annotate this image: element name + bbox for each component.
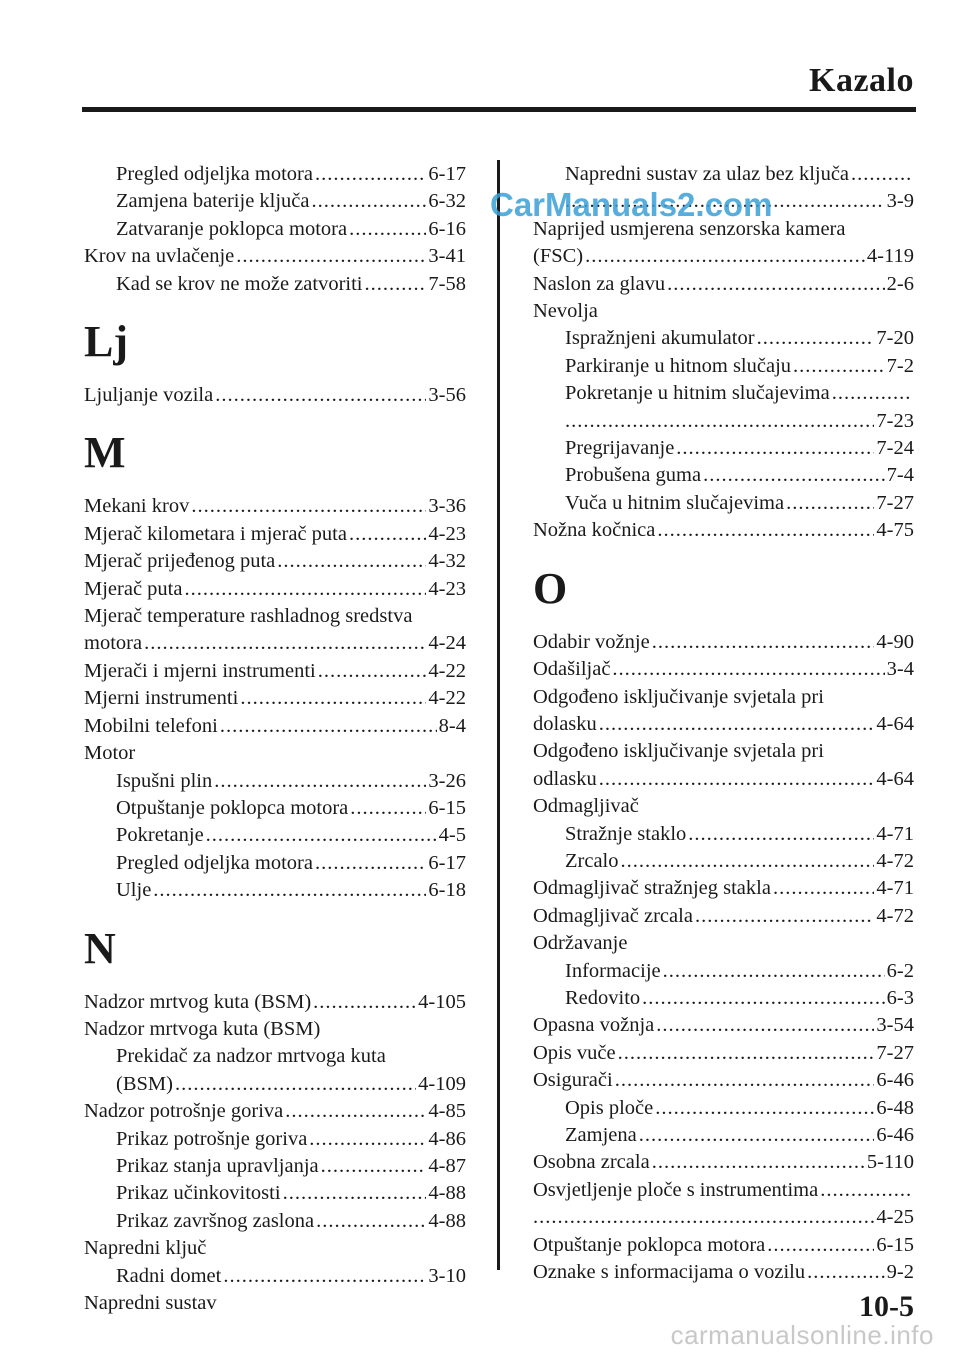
index-entry [533,1177,914,1204]
index-subentry [84,1071,466,1098]
index-entry [533,656,914,683]
entry-page-ref: 4-24 [428,632,466,655]
entry-page-ref: 4-72 [876,849,914,872]
index-entry [84,493,466,520]
entry-label: Nadzor potrošnje goriva [84,1100,284,1123]
column-divider [497,160,500,1270]
index-entry [533,875,914,902]
entry-label: Mjerači i mjerni instrumenti [84,659,316,682]
index-subentry [84,1263,466,1290]
entry-label: Odabir vožnje [533,630,650,653]
dot-leader [315,161,426,188]
dot-leader [793,353,885,380]
entry-page-ref: 4-25 [876,1206,914,1229]
entry-label: Stražnje staklo [565,822,687,845]
dot-leader [832,380,912,407]
index-column-left [84,161,466,1317]
dot-leader [757,325,875,352]
dot-leader [309,1126,426,1153]
entry-label: Krov na uvlačenje [84,245,235,268]
entry-page-ref: 4-22 [428,687,466,710]
entry-page-ref: 6-2 [886,959,914,982]
entry-label: Ispušni plin [116,769,213,792]
entry-page-ref: 4-88 [428,1182,466,1205]
entry-label: Prikaz stanja upravljanja [116,1154,319,1177]
entry-page-ref: 4-87 [428,1154,466,1177]
dot-leader [655,1095,874,1122]
entry-page-ref: 4-71 [876,877,914,900]
entry-label: Vuča u hitnim slučajevima [565,491,785,514]
index-entry [84,658,466,685]
entry-page-ref: 6-16 [428,217,466,240]
index-entry [533,517,914,544]
entry-label: dolasku [533,712,597,735]
entry-label: Odmagljivač zrcala [533,904,693,927]
dot-leader [773,875,874,902]
index-entry [84,382,466,409]
dot-leader [215,382,426,409]
index-entry [533,298,914,325]
index-entry [84,685,466,712]
dot-leader [667,271,885,298]
header-rule [82,107,916,112]
dot-leader [321,1153,427,1180]
dot-leader [153,877,426,904]
dot-leader [820,1177,912,1204]
dot-leader [786,490,874,517]
dot-leader [663,958,885,985]
entry-label: Prikaz potrošnje goriva [116,1127,308,1150]
entry-label: Mjerač temperature rashladnog sredstva [84,605,413,628]
index-entry [533,1040,914,1067]
dot-leader [851,161,912,188]
index-entry [84,1098,466,1125]
dot-leader [206,822,437,849]
index-entry [533,1259,914,1286]
site-watermark: carmanualsonline.info [670,1320,934,1350]
index-entry [533,930,914,957]
dot-leader [657,517,874,544]
dot-leader [695,903,874,930]
entry-page-ref: 3-10 [428,1264,466,1287]
index-entry [84,630,466,657]
index-entry [533,684,914,711]
entry-label: Napredni ključ [84,1237,207,1260]
entry-page-ref: 4-86 [428,1127,466,1150]
entry-page-ref: 6-15 [428,796,466,819]
entry-label: Oznake s informacijama o vozilu [533,1261,806,1284]
entry-page-ref: 8-4 [438,714,466,737]
entry-page-ref: 3-41 [428,245,466,268]
dot-leader [676,435,874,462]
entry-page-ref: 6-17 [428,163,466,185]
dot-leader [807,1259,885,1286]
entry-label: Odmagljivač stražnjeg stakla [533,877,771,900]
index-subentry [84,161,466,188]
entry-label: Pokretanje [116,824,204,847]
entry-label: Zrcalo [565,849,619,872]
dot-leader [585,243,865,270]
entry-page-ref: 3-26 [428,769,466,792]
entry-label: Ljuljanje vozila [84,384,214,407]
index-subentry [533,435,914,462]
dot-leader [144,630,426,657]
entry-label: Odašiljač [533,658,611,681]
dot-leader [621,848,875,875]
index-subentry [533,958,914,985]
entry-page-ref: 4-90 [876,630,914,653]
entry-page-ref: 3-56 [428,384,466,407]
index-letter-heading: N [84,923,116,973]
entry-page-ref: 4-71 [876,822,914,845]
index-subentry [533,848,914,875]
index-subentry [84,850,466,877]
entry-label: Mjerač prijeđenog puta [84,550,276,573]
entry-page-ref: 4-32 [428,550,466,573]
dot-leader [639,1122,875,1149]
index-subentry [533,161,914,188]
entry-label: Radni domet [116,1264,222,1287]
entry-label: Zamjena [565,1124,637,1146]
entry-label: Napredni sustav za ulaz bez ključa [565,163,850,185]
entry-label: Nevolja [533,300,598,323]
entry-page-ref: 4-88 [428,1209,466,1232]
entry-label: Mekani krov [84,495,190,518]
entry-page-ref: 4-22 [428,659,466,682]
entry-page-ref: 4-64 [876,767,914,790]
index-subentry [84,1153,466,1180]
dot-leader [767,1232,874,1259]
dot-leader [285,1098,426,1125]
entry-label: Prikaz učinkovitosti [116,1182,281,1205]
entry-label: Odgođeno isključivanje svjetala pri [533,685,824,708]
entry-page-ref: 7-27 [876,1041,914,1064]
dot-leader [223,1263,426,1290]
index-entry [533,243,914,270]
entry-label: Kad se krov ne može zatvoriti [116,272,363,295]
entry-label: (FSC) [533,245,584,268]
index-entry [533,766,914,793]
dot-leader [642,985,885,1012]
entry-label: Zatvaranje poklopca motora [116,217,348,240]
dot-leader [283,1180,427,1207]
dot-leader [612,656,884,683]
dot-leader [191,493,426,520]
index-entry [533,1204,914,1231]
entry-label: Otpuštanje poklopca motora [116,796,349,819]
dot-leader [688,821,874,848]
entry-label: Informacije [565,959,661,982]
index-entry [84,548,466,575]
index-entry [533,793,914,820]
entry-label: Opasna vožnja [533,1014,655,1037]
dot-leader [615,1067,875,1094]
entry-page-ref: 7-27 [876,491,914,514]
entry-label: Prikaz završnog zaslona [116,1209,315,1232]
entry-label: Naslon za glavu [533,272,666,295]
index-subentry [84,1126,466,1153]
index-entry [533,738,914,765]
dot-leader [703,462,885,489]
index-subentry [84,822,466,849]
index-subentry [84,1043,466,1070]
index-subentry [84,1208,466,1235]
entry-page-ref: 7-58 [428,272,466,295]
entry-page-ref: 7-20 [876,327,914,350]
index-entry [84,1290,466,1317]
index-subentry [533,1095,914,1122]
entry-label: Mjerač puta [84,577,183,600]
dot-leader [277,548,426,575]
index-entry [533,1232,914,1259]
dot-leader [618,1040,875,1067]
entry-label: Nadzor mrtvog kuta (BSM) [84,990,312,1013]
index-entry [533,711,914,738]
dot-leader [656,1012,874,1039]
index-entry [84,603,466,630]
index-entry [84,243,466,270]
index-subentry [84,795,466,822]
entry-page-ref: 3-54 [876,1014,914,1037]
entry-page-ref: 3-36 [428,495,466,518]
dot-leader [184,576,426,603]
entry-label: Pregled odjeljka motora [116,163,313,185]
dot-leader [533,1204,874,1231]
entry-label: Osobna zrcala [533,1151,650,1174]
index-subentry [84,1180,466,1207]
dot-leader [318,658,427,685]
entry-page-ref: 2-6 [886,272,914,295]
entry-label: (BSM) [116,1072,173,1095]
index-entry [84,576,466,603]
entry-label: Napredni sustav [84,1292,217,1314]
entry-label: Pregled odjeljka motora [116,851,313,874]
entry-page-ref: 4-75 [876,519,914,542]
index-subentry [533,408,914,435]
entry-label: Parkiranje u hitnom slučaju [565,354,792,377]
dot-leader [315,850,426,877]
entry-page-ref: 6-46 [876,1069,914,1092]
entry-label: Održavanje [533,932,628,955]
index-subentry [533,490,914,517]
index-letter-heading: O [533,563,568,613]
entry-page-ref: 4-109 [418,1072,466,1095]
index-entry [84,521,466,548]
dot-leader [364,271,426,298]
entry-page-ref: 7-24 [876,437,914,460]
dot-leader [313,989,416,1016]
index-entry [84,1235,466,1262]
dot-leader [312,188,427,215]
index-entry [84,713,466,740]
entry-label: Motor [84,742,136,765]
entry-page-ref: 4-23 [428,577,466,600]
entry-label: Pokretanje u hitnim slučajevima [565,382,830,405]
entry-label: Prekidač za nadzor mrtvoga kuta [116,1045,386,1068]
index-subentry [84,877,466,904]
entry-page-ref: 6-32 [428,190,466,213]
entry-page-ref: 9-2 [886,1261,914,1284]
entry-page-ref: 3-9 [886,190,914,213]
index-column-right [533,161,914,1286]
index-subentry [533,462,914,489]
entry-page-ref: 4-5 [438,824,466,847]
entry-label: Nadzor mrtvoga kuta (BSM) [84,1017,321,1040]
entry-label: Mobilni telefoni [84,714,218,737]
dot-leader [220,713,437,740]
entry-label: Probušena guma [565,464,702,487]
index-letter-heading: M [84,428,126,478]
entry-page-ref: 6-3 [886,986,914,1009]
entry-page-ref: 4-105 [418,990,466,1013]
entry-label: Nožna kočnica [533,519,656,542]
dot-leader [214,768,426,795]
entry-label: Osvjetljenje ploče s instrumentima [533,1178,819,1201]
entry-label: Mjerač kilometara i mjerač puta [84,522,347,545]
dot-leader [652,629,875,656]
index-subentry [533,353,914,380]
dot-leader [565,408,874,435]
entry-label: odlasku [533,767,597,790]
entry-label: Ispražnjeni akumulator [565,327,755,350]
entry-label: Ulje [116,879,152,902]
index-entry [533,271,914,298]
index-subentry [84,768,466,795]
index-subentry [533,821,914,848]
entry-label: Zamjena baterije ključa [116,190,310,213]
index-entry [533,1012,914,1039]
index-entry [84,740,466,767]
index-subentry [84,216,466,243]
entry-page-ref: 4-64 [876,712,914,735]
dot-leader [599,766,875,793]
index-subentry [533,380,914,407]
index-letter-heading: Lj [84,317,128,367]
entry-page-ref: 6-48 [876,1096,914,1119]
index-subentry [533,325,914,352]
entry-page-ref: 5-110 [866,1151,914,1174]
entry-page-ref: 6-17 [428,851,466,874]
entry-label: Opis ploče [565,1096,654,1119]
dot-leader [316,1208,426,1235]
entry-label: Mjerni instrumenti [84,687,239,710]
dot-leader [349,216,426,243]
entry-page-ref: 6-46 [876,1124,914,1146]
index-entry [84,1016,466,1043]
entry-label: Odmagljivač [533,795,639,818]
entry-page-ref: 4-23 [428,522,466,545]
dot-leader [236,243,426,270]
entry-page-ref: 4-85 [428,1100,466,1123]
entry-page-ref: 7-23 [876,409,914,432]
entry-label: Opis vuče [533,1041,616,1064]
entry-label: Redovito [565,986,641,1009]
page-number: 10-5 [859,1290,914,1323]
dot-leader [652,1149,865,1176]
entry-page-ref: 3-4 [886,658,914,681]
entry-page-ref: 6-18 [428,879,466,902]
dot-leader [175,1071,416,1098]
index-entry [533,629,914,656]
index-entry [533,1067,914,1094]
entry-page-ref: 4-72 [876,904,914,927]
index-entry [84,989,466,1016]
entry-page-ref: 6-15 [876,1233,914,1256]
index-subentry [84,271,466,298]
carmanuals-watermark: CarManuals2.com [490,186,773,223]
index-entry [533,903,914,930]
dot-leader [350,795,426,822]
entry-label: Naprijed usmjerena senzorska kamera [533,217,846,240]
entry-page-ref: 7-4 [886,464,914,487]
dot-leader [599,711,875,738]
dot-leader [349,521,426,548]
index-subentry [533,1122,914,1149]
entry-label: Odgođeno isključivanje svjetala pri [533,740,824,763]
entry-label: Otpuštanje poklopca motora [533,1233,766,1256]
entry-label: Pregrijavanje [565,437,675,460]
index-entry [533,1149,914,1176]
dot-leader [240,685,426,712]
entry-label: Osigurači [533,1069,613,1092]
page-title: Kazalo [809,62,914,99]
index-subentry [533,985,914,1012]
entry-page-ref: 4-119 [866,245,914,268]
entry-label: motora [84,632,143,655]
entry-page-ref: 7-2 [886,354,914,377]
index-subentry [84,188,466,215]
